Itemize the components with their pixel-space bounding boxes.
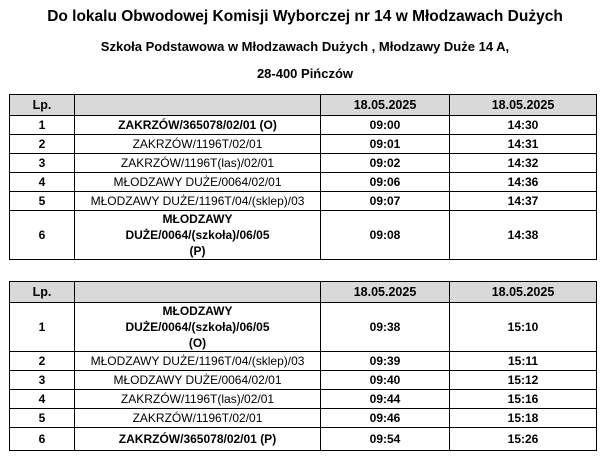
stop-name: ZAKRZÓW/365078/02/01 (P): [75, 428, 321, 451]
row-number: 4: [10, 173, 75, 192]
col-header-stop: [75, 282, 321, 303]
row-number: 3: [10, 371, 75, 390]
stop-name: ZAKRZÓW/365078/02/01 (O): [75, 116, 321, 135]
table-row: [10, 303, 597, 352]
stop-name: ZAKRZÓW/1196T/02/01: [75, 409, 321, 428]
departure-time-1: 09:07: [321, 192, 450, 211]
departure-time-2: 15:18: [450, 409, 597, 428]
table-row: [10, 192, 597, 211]
stop-name: ZAKRZÓW/1196T(las)/02/01: [75, 154, 321, 173]
col-header-stop: [75, 95, 321, 116]
row-number: 5: [10, 192, 75, 211]
table-row: [10, 211, 597, 260]
departure-time-2: 14:36: [450, 173, 597, 192]
address-line-2: 28-400 Pińczów: [256, 66, 354, 81]
departure-time-2: 14:37: [450, 192, 597, 211]
stop-name: ZAKRZÓW/1196T(las)/02/01: [75, 390, 321, 409]
departure-time-1: 09:40: [321, 371, 450, 390]
departure-time-1: 09:00: [321, 116, 450, 135]
row-number: 2: [10, 135, 75, 154]
departure-time-2: 15:16: [450, 390, 597, 409]
table-row: [10, 409, 597, 428]
stop-name: MŁODZAWY DUŻE/1196T/04/(sklep)/03: [75, 192, 321, 211]
row-number: 6: [10, 211, 75, 260]
row-number: 1: [10, 303, 75, 352]
stop-name: MŁODZAWY DUŻE/0064/02/01: [75, 371, 321, 390]
table-row: [10, 390, 597, 409]
departure-time-2: 14:30: [450, 116, 597, 135]
table-row: [10, 371, 597, 390]
departure-time-1: 09:54: [321, 428, 450, 451]
stop-name: MŁODZAWY DUŻE/0064/02/01: [75, 173, 321, 192]
schedule-table-outbound: [9, 94, 597, 260]
row-number: 2: [10, 352, 75, 371]
departure-time-1: 09:38: [321, 303, 450, 352]
row-number: 5: [10, 409, 75, 428]
col-header-lp: Lp.: [10, 282, 75, 303]
stop-name: MŁODZAWY DUŻE/0064/(szkoła)/06/05 (P): [75, 211, 321, 260]
departure-time-2: 15:26: [450, 428, 597, 451]
address-line-1: Szkoła Podstawowa w Młodzawach Dużych , Młodzawy Duże 14 A,: [100, 39, 510, 54]
row-number: 1: [10, 116, 75, 135]
table-header-row: [10, 282, 597, 303]
departure-time-1: 09:44: [321, 390, 450, 409]
col-header-lp: Lp.: [10, 95, 75, 116]
table-row: [10, 352, 597, 371]
table-row: [10, 116, 597, 135]
col-header-date-1: 18.05.2025: [321, 95, 450, 116]
table-row: [10, 154, 597, 173]
departure-time-1: 09:02: [321, 154, 450, 173]
table-row: [10, 135, 597, 154]
departure-time-1: 09:39: [321, 352, 450, 371]
stop-name: MŁODZAWY DUŻE/0064/(szkoła)/06/05 (O): [75, 303, 321, 352]
departure-time-1: 09:46: [321, 409, 450, 428]
departure-time-1: 09:01: [321, 135, 450, 154]
col-header-date-2: 18.05.2025: [450, 282, 597, 303]
row-number: 4: [10, 390, 75, 409]
col-header-date-2: 18.05.2025: [450, 95, 597, 116]
row-number: 6: [10, 428, 75, 451]
departure-time-2: 15:10: [450, 303, 597, 352]
departure-time-1: 09:08: [321, 211, 450, 260]
departure-time-2: 15:11: [450, 352, 597, 371]
table-row: [10, 173, 597, 192]
stop-name: ZAKRZÓW/1196T/02/01: [75, 135, 321, 154]
departure-time-2: 14:32: [450, 154, 597, 173]
departure-time-2: 15:12: [450, 371, 597, 390]
departure-time-2: 14:31: [450, 135, 597, 154]
col-header-date-1: 18.05.2025: [321, 282, 450, 303]
document-title: Do lokalu Obwodowej Komisji Wyborczej nr 14 w Młodzawach Dużych: [47, 8, 563, 25]
stop-name: MŁODZAWY DUŻE/1196T/04/(sklep)/03: [75, 352, 321, 371]
departure-time-2: 14:38: [450, 211, 597, 260]
row-number: 3: [10, 154, 75, 173]
table-header-row: [10, 95, 597, 116]
schedule-table-return: [9, 281, 597, 451]
departure-time-1: 09:06: [321, 173, 450, 192]
table-row: [10, 428, 597, 451]
